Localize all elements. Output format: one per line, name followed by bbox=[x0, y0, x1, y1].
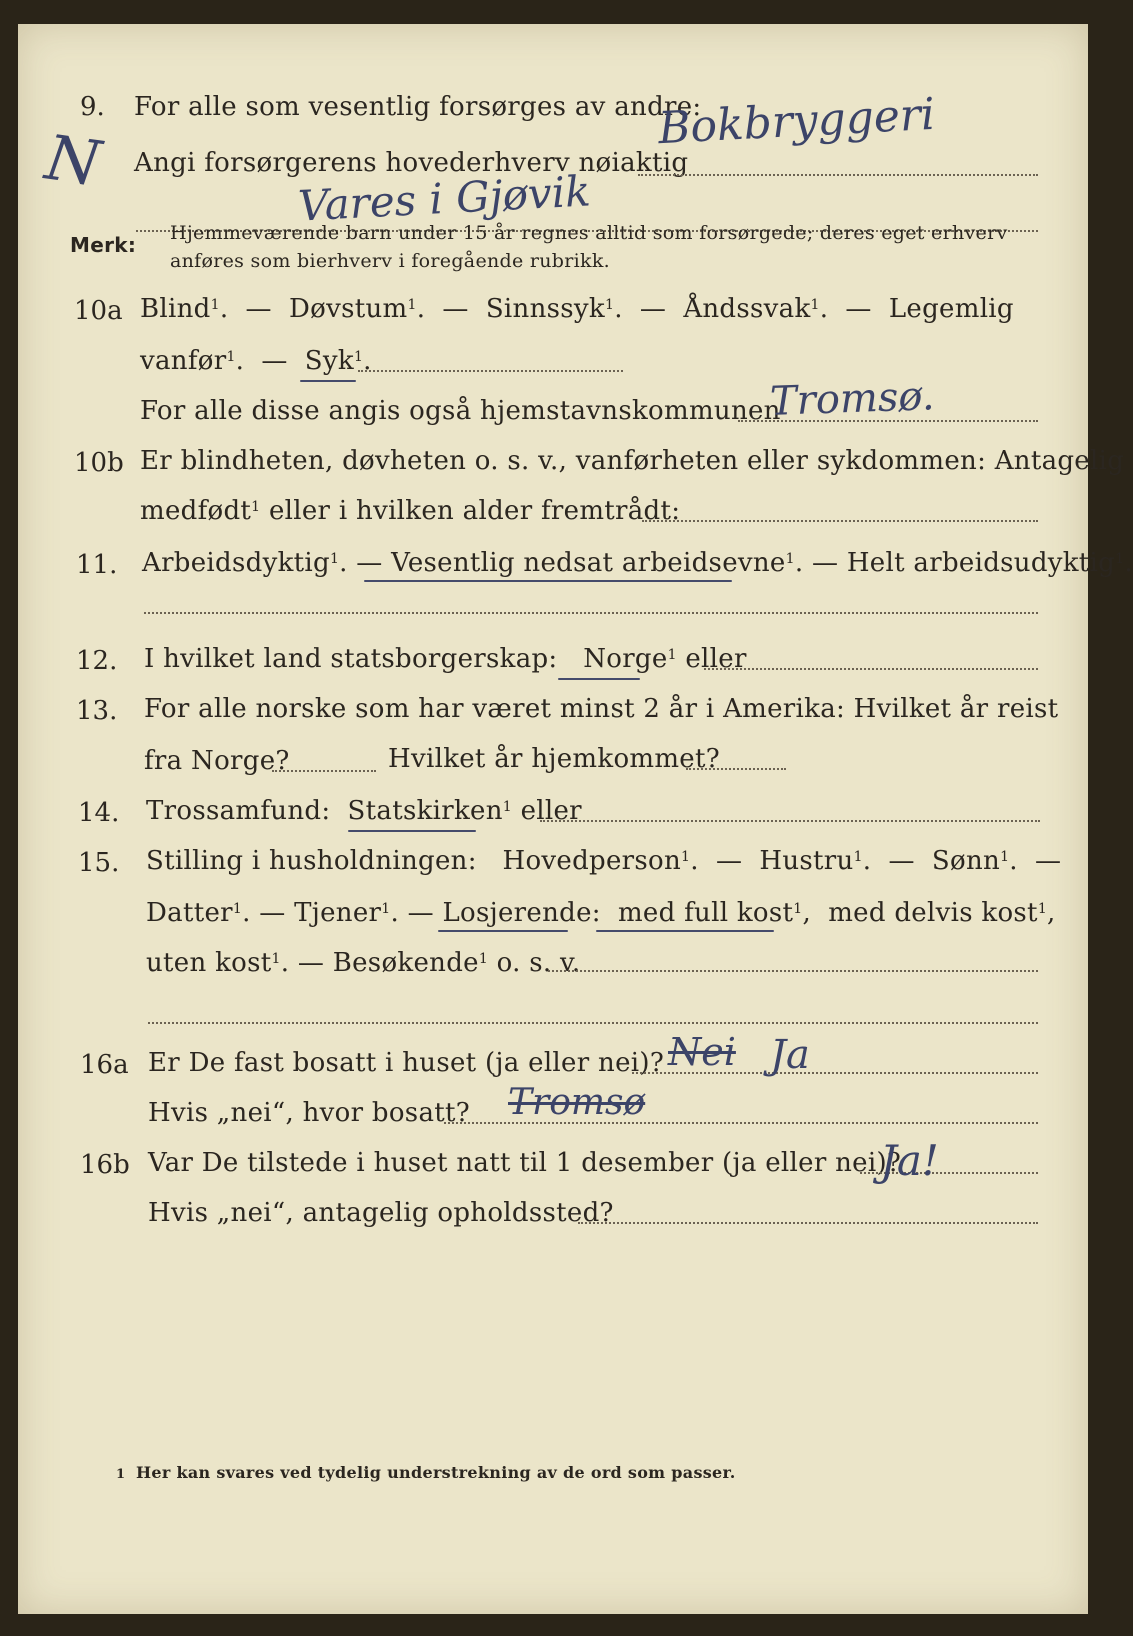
q15-line2: Datter$^1$. — Tjener$^1$. — Losjerende: med full kost$^1$, med delvis kost$^1$, bbox=[146, 898, 1056, 928]
q10b-number: 10b bbox=[74, 448, 124, 478]
q15-number: 15. bbox=[78, 848, 120, 878]
opt-helt-arbeidsudyktig[interactable]: Helt arbeidsudyktig bbox=[846, 548, 1116, 578]
q16b-line2: Hvis „nei“, antagelig opholdssted? bbox=[148, 1198, 614, 1228]
opt-hovedperson[interactable]: Hovedperson bbox=[502, 846, 682, 876]
opt-datter[interactable]: Datter bbox=[146, 898, 233, 928]
opt-uten-kost[interactable]: uten kost bbox=[146, 948, 272, 978]
opt-legemlig[interactable]: Legemlig bbox=[888, 294, 1014, 324]
opt-vanfor[interactable]: vanfør bbox=[140, 346, 227, 376]
q13-hjemkommet: Hvilket år hjemkommet? bbox=[388, 744, 720, 774]
q13-dotted-line-2 bbox=[686, 768, 786, 770]
census-form-page bbox=[18, 24, 1133, 1614]
q11-dotted-line bbox=[144, 612, 1038, 614]
statskirken-underline bbox=[348, 830, 476, 832]
q16b-answer: Ja! bbox=[880, 1136, 939, 1185]
q11-number: 11. bbox=[76, 550, 118, 580]
q10a-line3: For alle disse angis også hjemstavnskommunen bbox=[140, 396, 781, 426]
q10a-number: 10a bbox=[74, 296, 123, 326]
norge-underline bbox=[558, 678, 640, 680]
opt-sonn[interactable]: Sønn bbox=[931, 846, 1001, 876]
q16a-answer-struck: Nei bbox=[668, 1030, 736, 1074]
q10b-line2-rest: eller i hvilken alder fremtrådt: bbox=[268, 496, 681, 526]
q16a-answer1: Ja bbox=[770, 1032, 810, 1078]
opt-dovstum[interactable]: Døvstum bbox=[288, 294, 408, 324]
opt-statskirken[interactable]: Statskirken bbox=[347, 796, 503, 826]
q10a-line1: Blind$^1$. — Døvstum$^1$. — Sinnssyk$^1$. — Åndssvak$^1$. — Legemlig bbox=[140, 294, 1014, 324]
losjerende-underline bbox=[438, 930, 568, 932]
q11-line: Arbeidsdyktig$^1$. — Vesentlig nedsat arbeidsevne$^1$. — Helt arbeidsudyktig$^1$. bbox=[142, 548, 1133, 578]
opt-delvis-kost[interactable]: med delvis kost bbox=[828, 898, 1038, 928]
q14-number: 14. bbox=[78, 798, 120, 828]
syk-underline bbox=[300, 380, 356, 382]
q12-number: 12. bbox=[76, 646, 118, 676]
q16b-dotted-line-2 bbox=[578, 1222, 1038, 1224]
q14-dotted-line bbox=[540, 820, 1040, 822]
q14-eller: eller bbox=[520, 796, 582, 826]
q9-answer1: Bokbryggeri bbox=[656, 88, 937, 155]
q13-fra-norge: fra Norge? bbox=[144, 746, 290, 776]
q10b-line2: medfødt$^1$ eller i hvilken alder fremtrådt: bbox=[140, 496, 681, 526]
q15-osv: o. s. v. bbox=[496, 948, 581, 978]
opt-tjener[interactable]: Tjener bbox=[294, 898, 382, 928]
opt-full-kost[interactable]: med full kost bbox=[617, 898, 794, 928]
opt-medfodt[interactable]: medfødt bbox=[140, 496, 252, 526]
opt-hustru[interactable]: Hustru bbox=[759, 846, 854, 876]
q13-number: 13. bbox=[76, 696, 118, 726]
merk-line1: Hjemmeværende barn under 15 år regnes alltid som forsørgede; deres eget erhverv bbox=[170, 222, 1008, 244]
q10b-dotted-line bbox=[642, 520, 1038, 522]
opt-norge[interactable]: Norge bbox=[583, 644, 668, 674]
opt-losjerende[interactable]: Losjerende: bbox=[442, 898, 601, 928]
q12-text: I hvilket land statsborgerskap: bbox=[144, 644, 558, 674]
opt-syk[interactable]: Syk bbox=[304, 346, 354, 376]
full-kost-underline bbox=[596, 930, 774, 932]
merk-line2: anføres som bierhverv i foregående rubrikk. bbox=[170, 250, 610, 272]
opt-arbeidsdyktig[interactable]: Arbeidsdyktig bbox=[142, 548, 330, 578]
q12-eller: eller bbox=[685, 644, 747, 674]
q10b-line1: Er blindheten, døvheten o. s. v., vanførheten eller sykdommen: Antagelig bbox=[140, 446, 1125, 476]
q9-dotted-line-1 bbox=[638, 174, 1038, 176]
q13-line1: For alle norske som har været minst 2 år i Amerika: Hvilket år reist bbox=[144, 694, 1059, 724]
opt-andssvak[interactable]: Åndssvak bbox=[683, 294, 811, 324]
q9-margin-mark: N bbox=[41, 120, 106, 201]
footnote-marker: 1 bbox=[116, 1467, 126, 1482]
q16a-answer2: Tromsø bbox=[508, 1082, 646, 1123]
q10a-answer: Tromsø. bbox=[769, 373, 936, 425]
q12-line: I hvilket land statsborgerskap: Norge$^1$ eller bbox=[144, 644, 747, 674]
opt-vesentlig-nedsat[interactable]: Vesentlig nedsat arbeidsevne bbox=[391, 548, 786, 578]
q9-answer2: Vares i Gjøvik bbox=[296, 166, 592, 231]
merk-label: Merk: bbox=[70, 233, 137, 257]
q9-line2: Angi forsørgerens hovederhverv nøiaktig bbox=[134, 148, 689, 178]
q12-dotted-line bbox=[704, 668, 1038, 670]
vesentlig-underline bbox=[364, 580, 732, 582]
q14-line: Trossamfund: Statskirken$^1$ eller bbox=[146, 796, 582, 826]
q9-number: 9. bbox=[80, 92, 105, 122]
q15-stilling: Stilling i husholdningen: bbox=[146, 846, 477, 876]
q16a-line2: Hvis „nei“, hvor bosatt? bbox=[148, 1098, 470, 1128]
q15-line3: uten kost$^1$. — Besøkende$^1$ o. s. v. bbox=[146, 948, 581, 978]
opt-sinnssyk[interactable]: Sinnssyk bbox=[485, 294, 605, 324]
q15-dotted-line-2 bbox=[148, 1022, 1038, 1024]
q15-dotted-line-1 bbox=[548, 970, 1038, 972]
q16a-line1: Er De fast bosatt i huset (ja eller nei)? bbox=[148, 1048, 665, 1078]
q16a-number: 16a bbox=[80, 1050, 129, 1080]
opt-blind[interactable]: Blind bbox=[140, 294, 211, 324]
q16b-number: 16b bbox=[80, 1150, 130, 1180]
q13-dotted-line-1 bbox=[272, 770, 376, 772]
q10a-line2: vanfør$^1$. — Syk$^1$. bbox=[140, 346, 372, 376]
q15-line1: Stilling i husholdningen: Hovedperson$^1$. — Hustru$^1$. — Sønn$^1$. — bbox=[146, 846, 1062, 876]
q14-text: Trossamfund: bbox=[146, 796, 331, 826]
q16b-line1: Var De tilstede i huset natt til 1 desember (ja eller nei)? bbox=[148, 1148, 902, 1178]
q10a-dotted-line-1 bbox=[358, 370, 623, 372]
footnote-text: Her kan svares ved tydelig understrekning av de ord som passer. bbox=[136, 1463, 736, 1482]
q9-line1: For alle som vesentlig forsørges av andre: bbox=[134, 92, 702, 122]
opt-besokende[interactable]: Besøkende bbox=[332, 948, 479, 978]
